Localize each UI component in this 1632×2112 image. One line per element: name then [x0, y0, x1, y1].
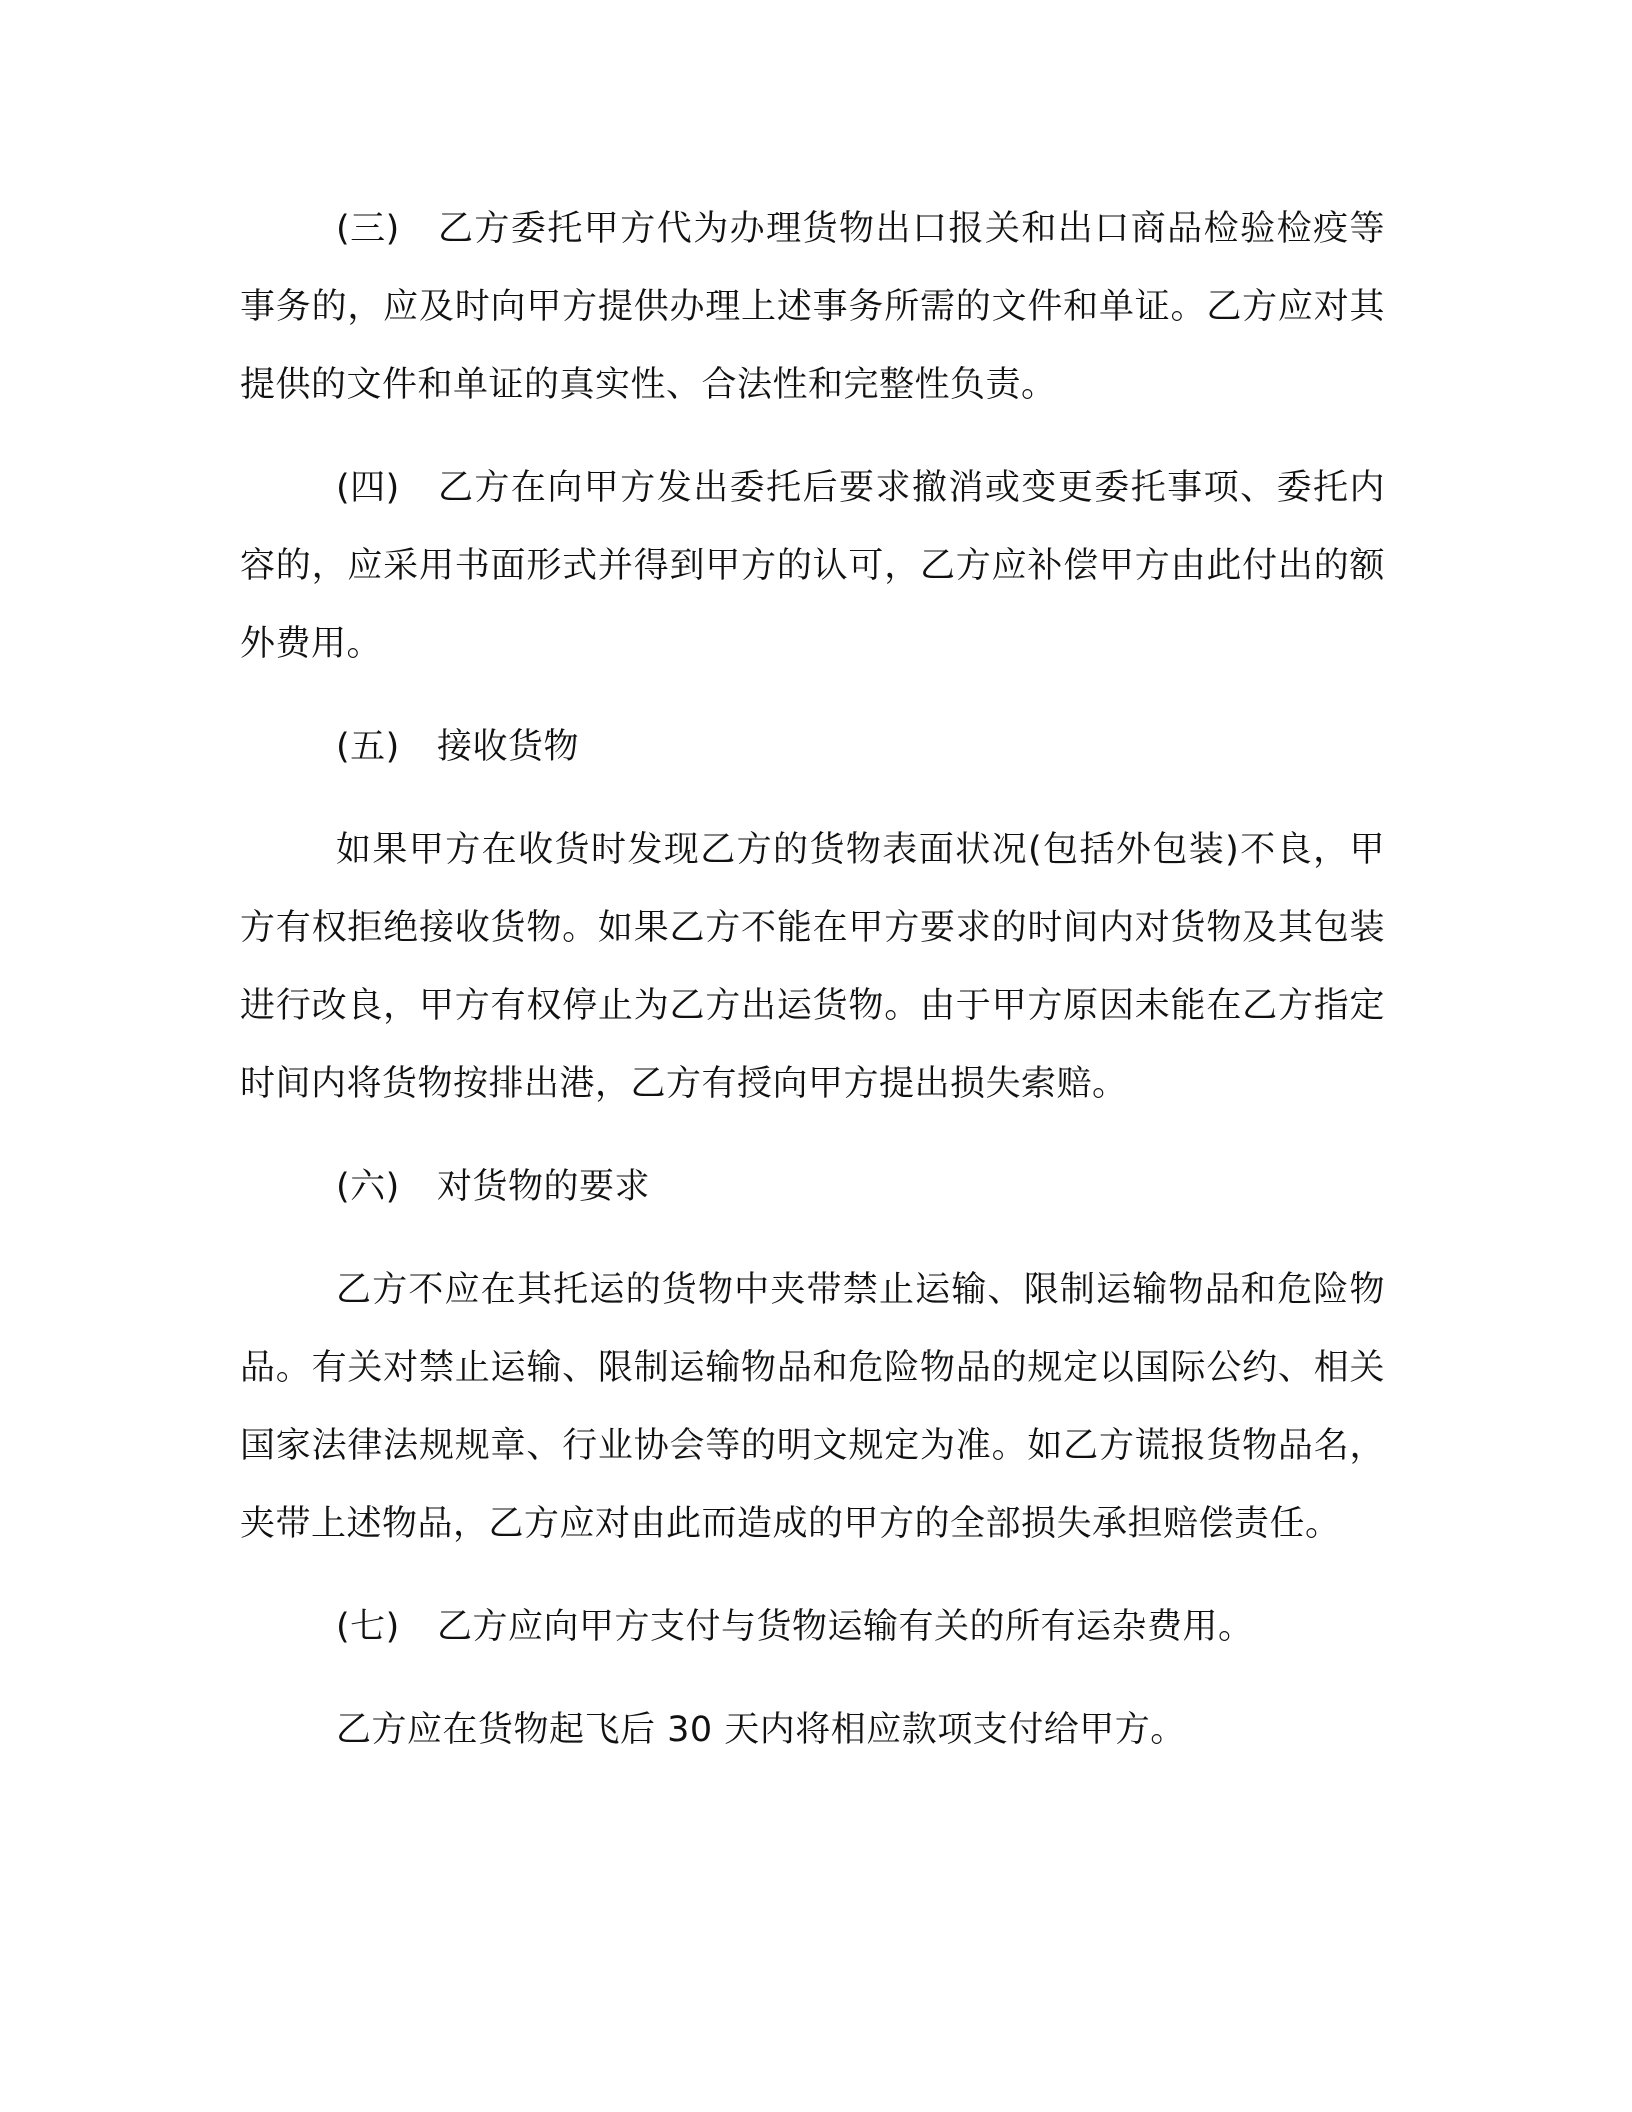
clause-number: (四): [336, 468, 400, 508]
document-body: [240, 190, 1385, 1794]
clause-5-heading: [240, 708, 1385, 786]
clause-heading-text: 接收货物: [437, 727, 580, 767]
clause-6-heading: [240, 1148, 1385, 1226]
clause-text: 乙方应在货物起飞后 30 天内将相应款项支付给甲方。: [336, 1710, 1186, 1750]
clause-number: (五): [336, 727, 400, 767]
clause-5-body: [240, 811, 1385, 1123]
clause-heading-text: 对货物的要求: [437, 1167, 651, 1207]
clause-text: 乙方委托甲方代为办理货物出口报关和出口商品检验检疫等事务的，应及时向甲方提供办理上述事务所需的文件和单证。乙方应对其提供的文件和单证的真实性、合法性和完整性负责。: [240, 209, 1385, 405]
clause-text: 乙方在向甲方发出委托后要求撤消或变更委托事项、委托内容的，应采用书面形式并得到甲方的认可，乙方应补偿甲方由此付出的额外费用。: [240, 468, 1385, 664]
clause-number: (六): [336, 1167, 400, 1207]
clause-7-payment: [240, 1691, 1385, 1769]
clause-number: (七): [336, 1607, 400, 1647]
clause-7: [240, 1588, 1385, 1666]
clause-text: 乙方应向甲方支付与货物运输有关的所有运杂费用。: [437, 1607, 1254, 1647]
clause-number: (三): [336, 209, 400, 249]
clause-4: [240, 449, 1385, 683]
clause-3: [240, 190, 1385, 424]
clause-text: 如果甲方在收货时发现乙方的货物表面状况(包括外包装)不良，甲方有权拒绝接收货物。如果乙方不能在甲方要求的时间内对货物及其包装进行改良，甲方有权停止为乙方出运货物。由于甲方原因未能在乙方指定时间内将货物按排出港，乙方有授向甲方提出损失索赔。: [240, 830, 1385, 1104]
clause-6-body: [240, 1251, 1385, 1563]
clause-text: 乙方不应在其托运的货物中夹带禁止运输、限制运输物品和危险物品。有关对禁止运输、限制运输物品和危险物品的规定以国际公约、相关国家法律法规规章、行业协会等的明文规定为准。如乙方谎报货物品名，夹带上述物品，乙方应对由此而造成的甲方的全部损失承担赔偿责任。: [240, 1270, 1385, 1544]
